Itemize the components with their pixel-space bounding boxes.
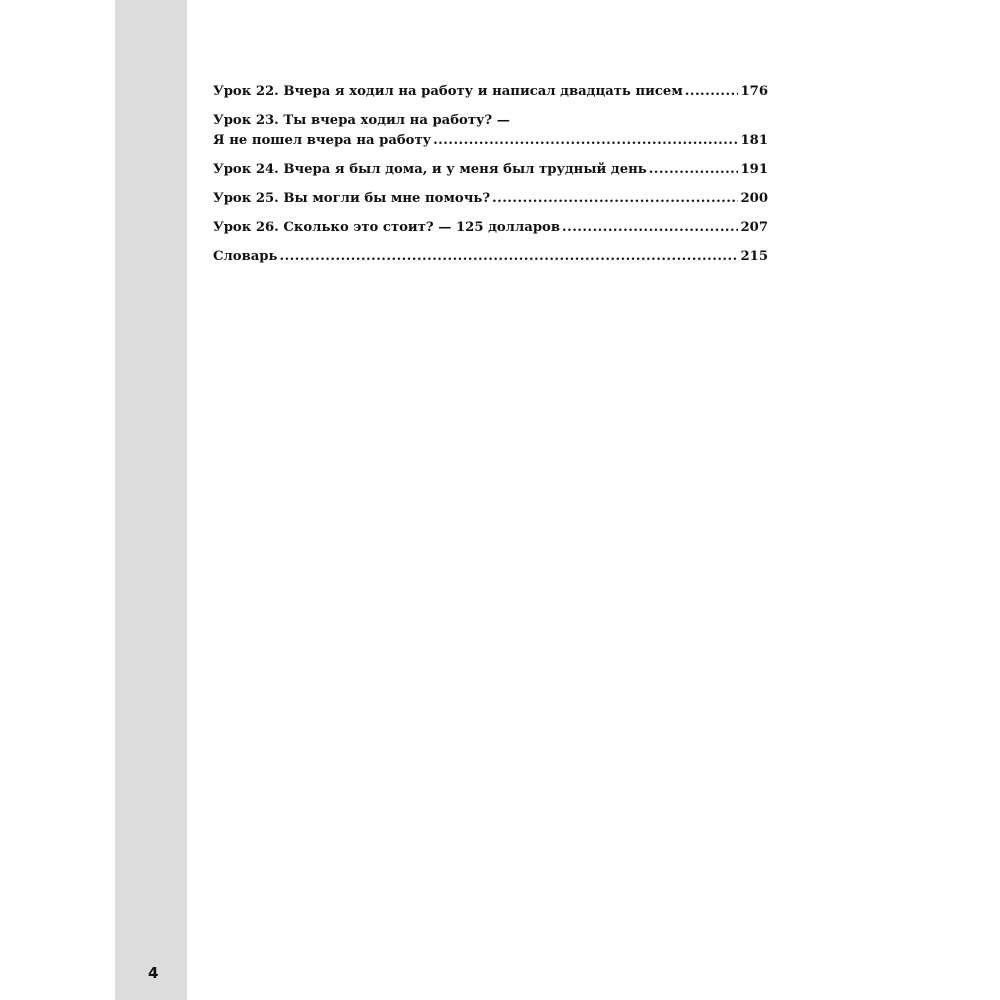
- dot-leader: [685, 82, 739, 102]
- margin-strip: [115, 0, 187, 1000]
- dot-leader: [649, 160, 739, 180]
- dot-leader: [279, 247, 738, 267]
- toc-page-number: 181: [740, 133, 768, 148]
- toc-page-number: 215: [740, 249, 768, 264]
- toc-page-number: 176: [740, 84, 768, 99]
- toc-line: [213, 247, 768, 267]
- toc-entry-title: Словарь: [213, 249, 278, 264]
- table-of-contents: [213, 82, 768, 276]
- toc-entry-lesson-23: [213, 111, 768, 151]
- toc-line: [213, 131, 768, 151]
- toc-line: [213, 82, 768, 102]
- toc-page-number: 200: [740, 191, 768, 206]
- dot-leader: [433, 131, 738, 151]
- toc-entry-title: Урок 22. Вчера я ходил на работу и написал двадцать писем: [213, 84, 683, 99]
- toc-line: [213, 189, 768, 209]
- dot-leader: [562, 218, 738, 238]
- toc-page-number: 207: [740, 220, 768, 235]
- toc-line: [213, 218, 768, 238]
- toc-page-number: 191: [740, 162, 768, 177]
- toc-entry-dictionary: [213, 247, 768, 267]
- dot-leader: [492, 189, 738, 209]
- toc-entry-title: Урок 24. Вчера я был дома, и у меня был трудный день: [213, 162, 647, 177]
- page-number: 4: [148, 964, 159, 982]
- toc-entry-title: Урок 25. Вы могли бы мне помочь?: [213, 191, 491, 206]
- toc-entry-lesson-26: [213, 218, 768, 238]
- toc-entry-lesson-25: [213, 189, 768, 209]
- toc-entry-title-line-1: Урок 23. Ты вчера ходил на работу? —: [213, 113, 510, 128]
- toc-entry-lesson-22: [213, 82, 768, 102]
- toc-entry-lesson-24: [213, 160, 768, 180]
- toc-entry-title: Урок 26. Сколько это стоит? — 125 долларов: [213, 220, 561, 235]
- toc-line: [213, 160, 768, 180]
- toc-entry-title: Я не пошел вчера на работу: [213, 133, 432, 148]
